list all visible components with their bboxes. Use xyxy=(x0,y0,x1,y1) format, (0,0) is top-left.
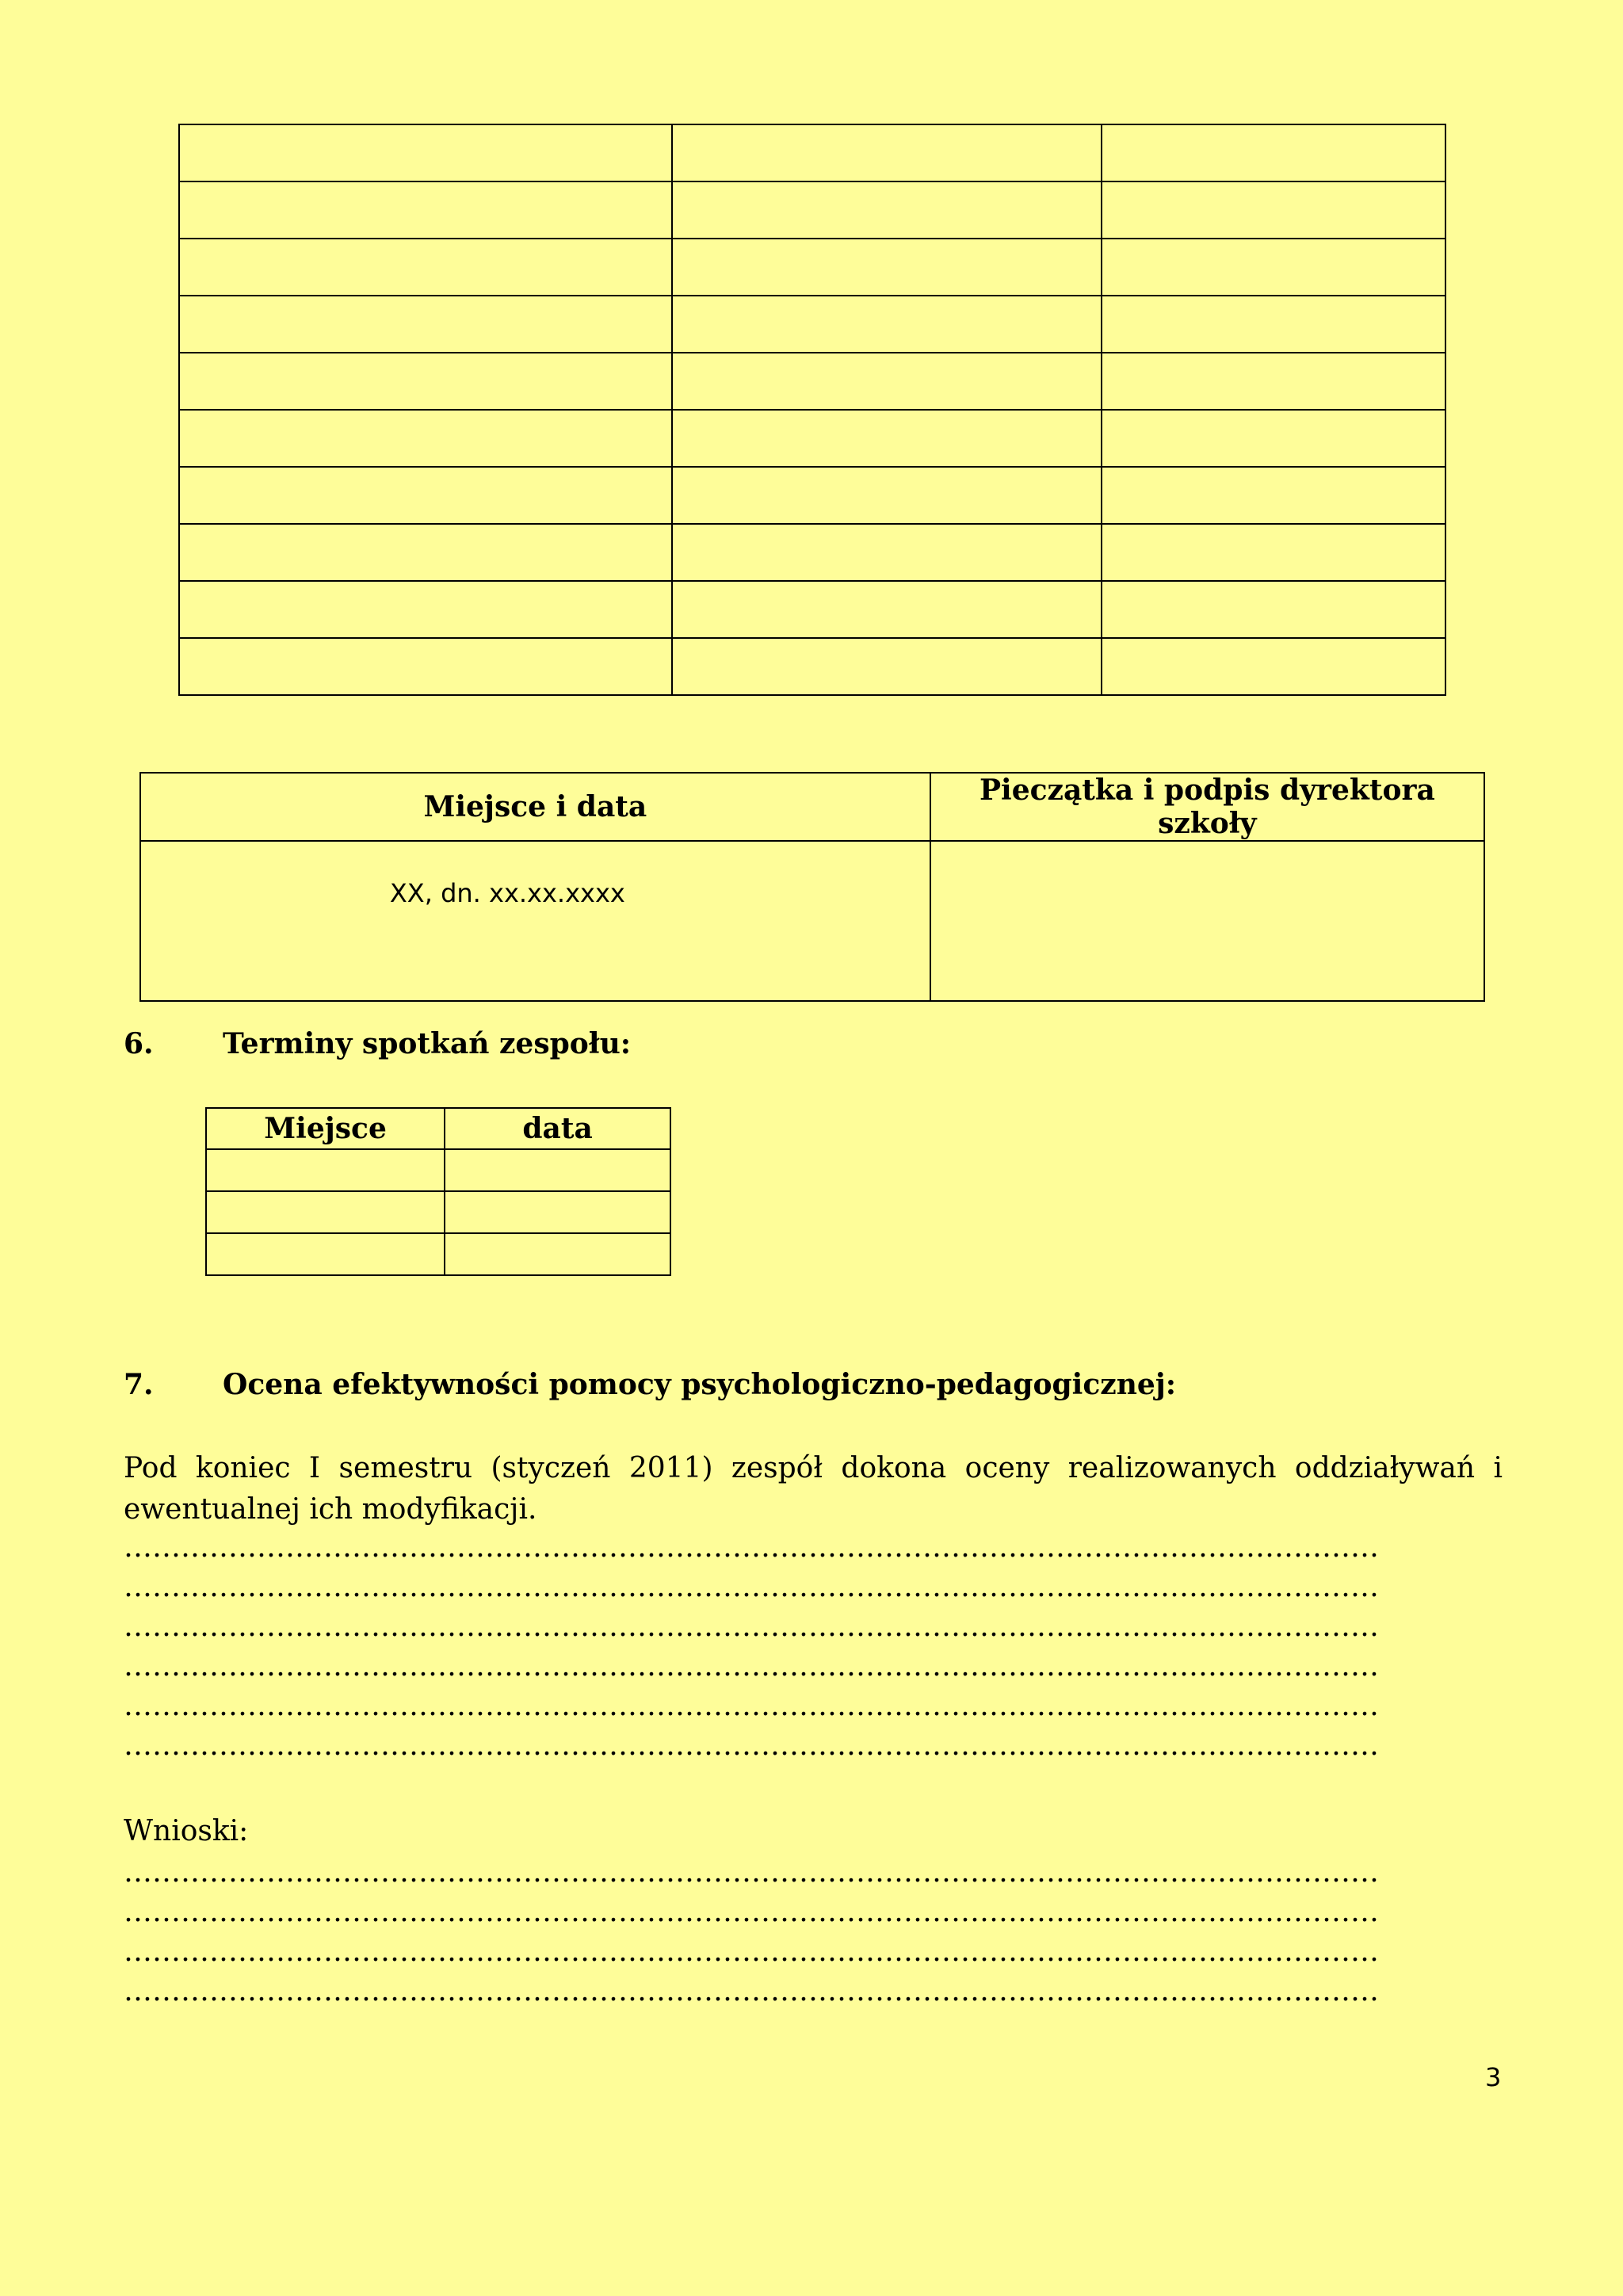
page-number: 3 xyxy=(1485,2062,1502,2092)
grid-row xyxy=(179,467,1445,524)
conclusions-dotted-line[interactable]: …………………………………………………………………………………………………………………… xyxy=(124,1896,1379,1928)
section-7-title: Ocena efektywności pomocy psychologiczno-pedagogicznej: xyxy=(223,1368,1177,1401)
place-date-header: Miejsce i data xyxy=(140,773,930,841)
grid-cell[interactable] xyxy=(672,581,1101,638)
evaluation-dotted-line[interactable]: …………………………………………………………………………………………………………………… xyxy=(124,1690,1379,1722)
grid-row xyxy=(179,638,1445,695)
grid-cell[interactable] xyxy=(672,410,1101,467)
grid-cell[interactable] xyxy=(1102,410,1445,467)
grid-cell[interactable] xyxy=(1102,524,1445,581)
grid-cell[interactable] xyxy=(672,181,1101,239)
meetings-table xyxy=(205,1107,671,1276)
meetings-date-cell[interactable] xyxy=(445,1191,670,1233)
place-date-value: XX, dn. xx.xx.xxxx xyxy=(389,878,625,908)
grid-cell[interactable] xyxy=(179,581,672,638)
evaluation-dotted-line[interactable]: …………………………………………………………………………………………………………………… xyxy=(124,1650,1379,1683)
stamp-signature-cell[interactable] xyxy=(930,841,1484,1001)
meetings-date-header: data xyxy=(445,1108,670,1149)
grid-cell[interactable] xyxy=(179,353,672,410)
grid-cell[interactable] xyxy=(672,353,1101,410)
meetings-row xyxy=(206,1191,670,1233)
grid-row xyxy=(179,581,1445,638)
meetings-place-cell[interactable] xyxy=(206,1191,445,1233)
signature-table xyxy=(139,772,1485,1002)
grid-cell[interactable] xyxy=(672,296,1101,353)
conclusions-dotted-line[interactable]: …………………………………………………………………………………………………………………… xyxy=(124,1975,1379,2008)
section-6-number: 6. xyxy=(124,1027,154,1060)
grid-cell[interactable] xyxy=(1102,239,1445,296)
evaluation-paragraph: Pod koniec I semestru (styczeń 2011) zespół dokona oceny realizowanych oddziaływań i ewentualnej ich modyfikacji. xyxy=(124,1452,1503,1526)
grid-cell[interactable] xyxy=(672,638,1101,695)
meetings-row xyxy=(206,1149,670,1191)
meetings-row xyxy=(206,1233,670,1275)
grid-cell[interactable] xyxy=(1102,124,1445,181)
grid-cell[interactable] xyxy=(672,467,1101,524)
grid-cell[interactable] xyxy=(1102,638,1445,695)
grid-row xyxy=(179,410,1445,467)
section-6-title: Terminy spotkań zespołu: xyxy=(223,1027,632,1060)
evaluation-dotted-line[interactable]: …………………………………………………………………………………………………………………… xyxy=(124,1610,1379,1643)
grid-row xyxy=(179,353,1445,410)
grid-row xyxy=(179,124,1445,181)
grid-cell[interactable] xyxy=(179,410,672,467)
grid-cell[interactable] xyxy=(1102,581,1445,638)
evaluation-dotted-line[interactable]: …………………………………………………………………………………………………………………… xyxy=(124,1729,1379,1762)
grid-cell[interactable] xyxy=(672,524,1101,581)
grid-cell[interactable] xyxy=(179,638,672,695)
evaluation-dotted-line[interactable]: …………………………………………………………………………………………………………………… xyxy=(124,1571,1379,1603)
meetings-place-header: Miejsce xyxy=(206,1108,445,1149)
meetings-place-cell[interactable] xyxy=(206,1233,445,1275)
grid-cell[interactable] xyxy=(1102,353,1445,410)
meetings-place-cell[interactable] xyxy=(206,1149,445,1191)
conclusions-dotted-line[interactable]: …………………………………………………………………………………………………………………… xyxy=(124,1856,1379,1889)
grid-cell[interactable] xyxy=(1102,467,1445,524)
evaluation-dotted-line[interactable]: …………………………………………………………………………………………………………………… xyxy=(124,1531,1379,1564)
grid-cell[interactable] xyxy=(179,124,672,181)
grid-cell[interactable] xyxy=(1102,296,1445,353)
meetings-date-cell[interactable] xyxy=(445,1149,670,1191)
stamp-signature-header: Pieczątka i podpis dyrektora szkoły xyxy=(930,773,1484,841)
place-date-cell[interactable] xyxy=(140,841,930,1001)
grid-row xyxy=(179,239,1445,296)
conclusions-dotted-line[interactable]: …………………………………………………………………………………………………………………… xyxy=(124,1935,1379,1968)
grid-row xyxy=(179,524,1445,581)
grid-cell[interactable] xyxy=(179,239,672,296)
grid-cell[interactable] xyxy=(1102,181,1445,239)
grid-cell[interactable] xyxy=(179,467,672,524)
grid-row xyxy=(179,181,1445,239)
grid-cell[interactable] xyxy=(672,239,1101,296)
blank-grid-table xyxy=(178,124,1446,696)
conclusions-label: Wnioski: xyxy=(124,1815,249,1847)
section-7-number: 7. xyxy=(124,1368,154,1401)
grid-row xyxy=(179,296,1445,353)
meetings-date-cell[interactable] xyxy=(445,1233,670,1275)
grid-cell[interactable] xyxy=(179,296,672,353)
grid-cell[interactable] xyxy=(179,524,672,581)
grid-cell[interactable] xyxy=(179,181,672,239)
grid-cell[interactable] xyxy=(672,124,1101,181)
